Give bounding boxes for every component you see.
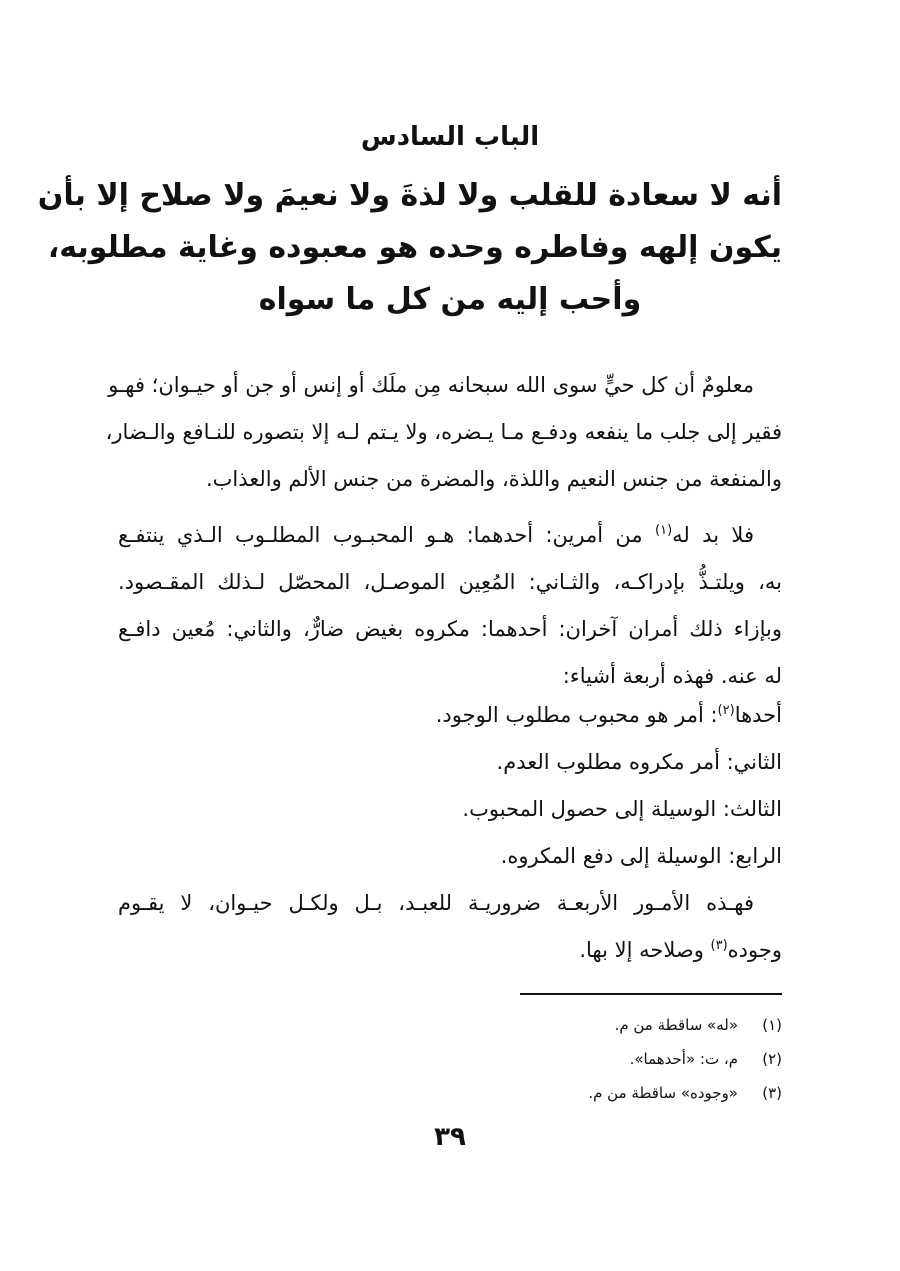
list-item-1-start: أحدها <box>734 703 782 727</box>
footnote-3 <box>118 1076 782 1110</box>
paragraph-1-line-1: معلومٌ أن كل حيٍّ سوى الله سبحانه مِن ملَك أو إنس أو جن أو حيـوان؛ فهـو <box>108 373 754 397</box>
footnote-2-number: (٢) <box>762 1050 782 1068</box>
list-item-4: الرابع: الوسيلة إلى دفع المكروه. <box>500 844 782 868</box>
chapter-title-line-3: وأحب إليه من كل ما سواه <box>258 282 642 317</box>
paragraph-3 <box>118 880 782 974</box>
paragraph-2-line-2: به، ويلتـذُّ بإدراكـه، والثـاني: المُعِين الموصـل، المحصّل لـذلك المقـصود. <box>118 570 782 594</box>
footnote-1-number: (١) <box>762 1016 782 1034</box>
paragraph-2-line-1-start: فلا بد له <box>672 523 754 547</box>
footnote-1-text: «له» ساقطة من م. <box>614 1016 738 1034</box>
paragraph-2 <box>118 512 782 700</box>
four-things-list <box>118 692 782 880</box>
paragraph-3-line-2 <box>118 927 782 974</box>
paragraph-2-line-1 <box>118 512 782 559</box>
footnote-2 <box>118 1042 782 1076</box>
list-item-1 <box>118 692 782 739</box>
footnotes <box>118 1008 782 1110</box>
paragraph-1 <box>105 362 782 503</box>
footnote-1 <box>118 1008 782 1042</box>
paragraph-2-line-1-end: من أمرين: أحدهما: هـو المحبـوب المطلـوب الـذي ينتفـع <box>118 523 656 547</box>
paragraph-3-line-2-end: وصلاحه إلا بها. <box>579 938 711 962</box>
paragraph-3-line-2-start: وجوده <box>727 938 782 962</box>
footnote-divider <box>520 993 782 995</box>
paragraph-2-line-3: وبإزاء ذلك أمران آخران: أحدهما: مكروه بغيض ضارٌّ، والثاني: مُعين دافـع <box>118 617 782 641</box>
paragraph-3-line-1: فهـذه الأمـور الأربعـة ضروريـة للعبـد، بـل ولكـل حيـوان، لا يقـوم <box>118 891 754 915</box>
footnote-ref-1[interactable]: (١) <box>655 523 673 538</box>
footnote-3-number: (٣) <box>762 1084 782 1102</box>
list-item-1-end: : أمر هو محبوب مطلوب الوجود. <box>435 703 718 727</box>
page-number: ٣٩ <box>434 1122 466 1152</box>
list-item-3: الثالث: الوسيلة إلى حصول المحبوب. <box>462 797 782 821</box>
footnote-ref-3[interactable]: (٣) <box>710 938 728 953</box>
paragraph-1-line-3: والمنفعة من جنس النعيم واللذة، والمضرة من جنس الألم والعذاب. <box>205 467 782 491</box>
list-item-2: الثاني: أمر مكروه مطلوب العدم. <box>496 750 782 774</box>
footnote-2-text: م، ت: «أحدهما». <box>629 1050 738 1068</box>
paragraph-2-line-4: له عنه. فهذه أربعة أشياء: <box>562 664 782 688</box>
chapter-title-line-2: يكون إلهه وفاطره وحده هو معبوده وغاية مطلوبه، <box>47 230 782 265</box>
chapter-label: الباب السادس <box>360 122 540 152</box>
paragraph-1-line-2: فقير إلى جلب ما ينفعه ودفـع مـا يـضره، ولا يـتم لـه إلا بتصوره للنـافع والـضار، <box>105 420 782 444</box>
book-page <box>37 0 782 1271</box>
chapter-title-line-1: أنه لا سعادة للقلب ولا لذةَ ولا نعيمَ ولا صلاح إلا بأن <box>37 178 782 213</box>
footnote-3-text: «وجوده» ساقطة من م. <box>588 1084 738 1102</box>
footnote-ref-2[interactable]: (٢) <box>717 703 735 718</box>
